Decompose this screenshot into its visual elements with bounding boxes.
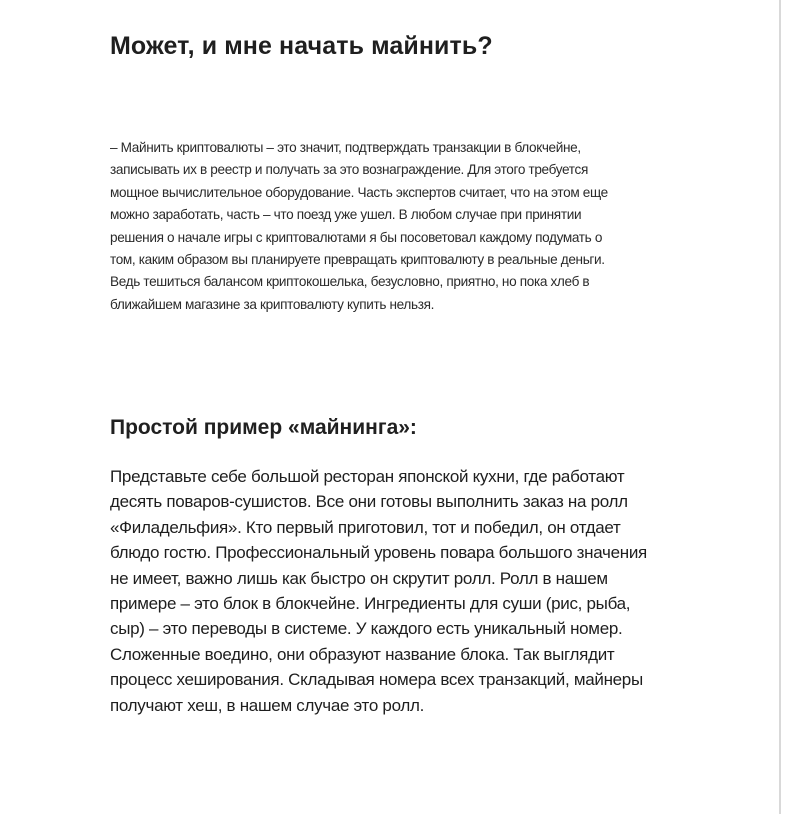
example-line: «Филадельфия». Кто первый приготовил, тот и победил, он отдает xyxy=(110,517,621,537)
example-line: не имеет, важно лишь как быстро он скрутит ролл. Ролл в нашем xyxy=(110,568,608,588)
example-line: блюдо гостю. Профессиональный уровень повара большого значения xyxy=(110,543,647,563)
example-line: получают хеш, в нашем случае это ролл. xyxy=(110,695,425,715)
intro-line: решения о начале игры с криптовалютами я бы посоветовал каждому подумать о xyxy=(110,229,603,245)
intro-line: записывать их в реестр и получать за это вознаграждение. Для этого требуется xyxy=(110,162,588,178)
example-line: Представьте себе большой ресторан японской кухни, где работают xyxy=(110,467,625,486)
intro-line: том, каким образом вы планируете превращать криптовалюту в реальные деньги. xyxy=(110,252,605,268)
section-title: Простой пример «майнинга»: xyxy=(110,416,417,439)
example-line: десять поваров-сушистов. Все они готовы выполнить заказ на ролл xyxy=(110,492,628,512)
intro-line: мощное вычислительное оборудование. Часть экспертов считает, что на этом еще xyxy=(110,184,608,200)
intro-paragraph xyxy=(110,137,710,316)
example-line: Сложенные воедино, они образуют название блока. Так выглядит xyxy=(110,644,615,664)
article-title: Может, и мне начать майнить? xyxy=(110,32,493,60)
example-line: процесс хеширования. Складывая номера всех транзакций, майнеры xyxy=(110,670,643,690)
example-line: примере – это блок в блокчейне. Ингредиенты для суши (рис, рыба, xyxy=(110,594,631,614)
example-line: сыр) – это переводы в системе. У каждого есть уникальный номер. xyxy=(110,619,623,639)
intro-line: можно заработать, часть – что поезд уже ушел. В любом случае при принятии xyxy=(110,207,582,223)
page-edge-divider xyxy=(779,0,781,814)
intro-line: Ведь тешиться балансом криптокошелька, безусловно, приятно, но пока хлеб в xyxy=(110,274,590,290)
intro-line: ближайшем магазине за криптовалюту купить нельзя. xyxy=(110,296,435,312)
example-paragraph xyxy=(110,464,720,718)
intro-line: – Майнить криптовалюты – это значит, подтверждать транзакции в блокчейне, xyxy=(110,140,581,155)
